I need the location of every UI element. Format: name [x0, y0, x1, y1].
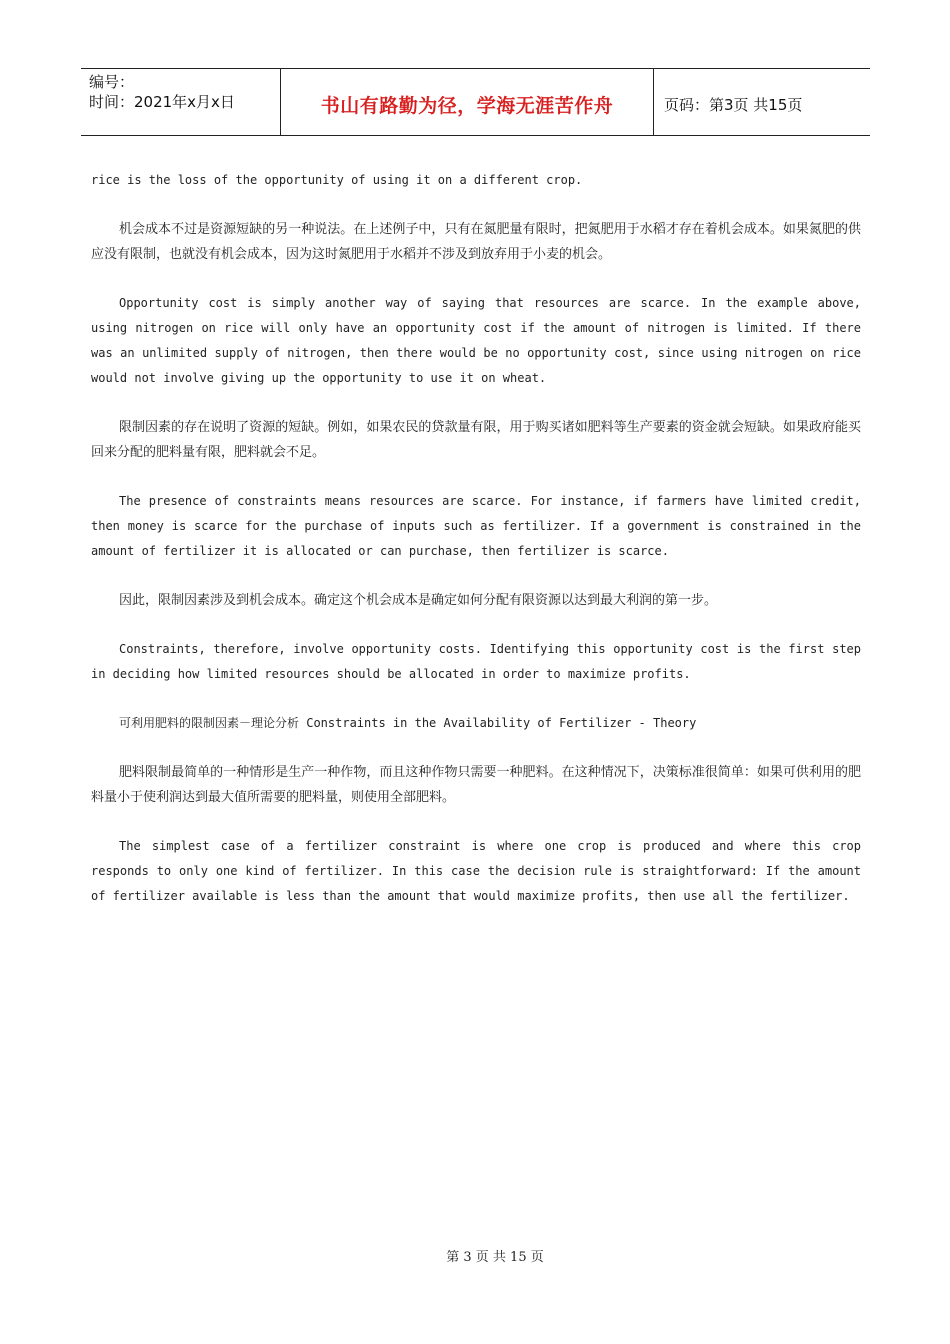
paragraph-zh-simplest-case: 肥料限制最简单的一种情形是生产一种作物，而且这种作物只需要一种肥料。在这种情况下，决策标准很简单：如果可供利用的肥料量小于使利润达到最大值所需要的肥料量，则使用全部肥料。	[91, 765, 861, 805]
paragraph-zh-therefore: 因此，限制因素涉及到机会成本。确定这个机会成本是确定如何分配有限资源以达到最大利润的第一步。	[119, 593, 718, 608]
header-page-label: 页码：第3页 共15页	[664, 95, 803, 114]
paragraph-en-therefore: Constraints, therefore, involve opportunity costs. Identifying this opportunity cost is the first step in deciding how limited resources should be allocated in order to maximize profits.	[91, 642, 861, 681]
document-body	[91, 168, 861, 933]
paragraph-en-simplest-case: The simplest case of a fertilizer constraint is where one crop is produced and where this crop responds to only one kind of fertilizer. In this case the decision rule is straightforward: If the amount of fertilizer available is less than the amount that would maximize profits, then use all the fertilizer.	[91, 839, 861, 903]
paragraph-zh-constraints: 限制因素的存在说明了资源的短缺。例如，如果农民的贷款量有限，用于购买诸如肥料等生产要素的资金就会短缺。如果政府能买回来分配的肥料量有限，肥料就会不足。	[91, 420, 861, 460]
number-label: 编号：	[89, 73, 135, 91]
time-label: 时间：2021年x月x日	[89, 93, 235, 111]
section-heading: 可利用肥料的限制因素－理论分析 Constraints in the Availability of Fertilizer - Theory	[119, 716, 697, 730]
page-header	[81, 68, 870, 136]
header-meta	[81, 69, 281, 135]
paragraph-en-opportunity-cost: Opportunity cost is simply another way of saying that resources are scarce. In the example above, using nitrogen on rice will only have an opportunity cost if the amount of nitrogen is limited. If there was an unlimited supply of nitrogen, then there would be no opportunity cost, since using nitrogen on rice would not involve giving up the opportunity to use it on wheat.	[91, 296, 861, 385]
paragraph-continuation: rice is the loss of the opportunity of using it on a different crop.	[91, 173, 583, 187]
page-footer: 第 3 页 共 15 页	[446, 1250, 544, 1265]
paragraph-zh-opportunity-cost: 机会成本不过是资源短缺的另一种说法。在上述例子中，只有在氮肥量有限时，把氮肥用于水稻才存在着机会成本。如果氮肥的供应没有限制，也就没有机会成本，因为这时氮肥用于水稻并不涉及到放弃用于小麦的机会。	[91, 222, 861, 262]
header-motto: 书山有路勤为径，学海无涯苦作舟	[281, 69, 654, 135]
paragraph-en-constraints: The presence of constraints means resources are scarce. For instance, if farmers have limited credit, then money is scarce for the purchase of inputs such as fertilizer. If a government is constrained in the amount of fertilizer it is allocated or can purchase, then fertilizer is scarce.	[91, 494, 861, 558]
